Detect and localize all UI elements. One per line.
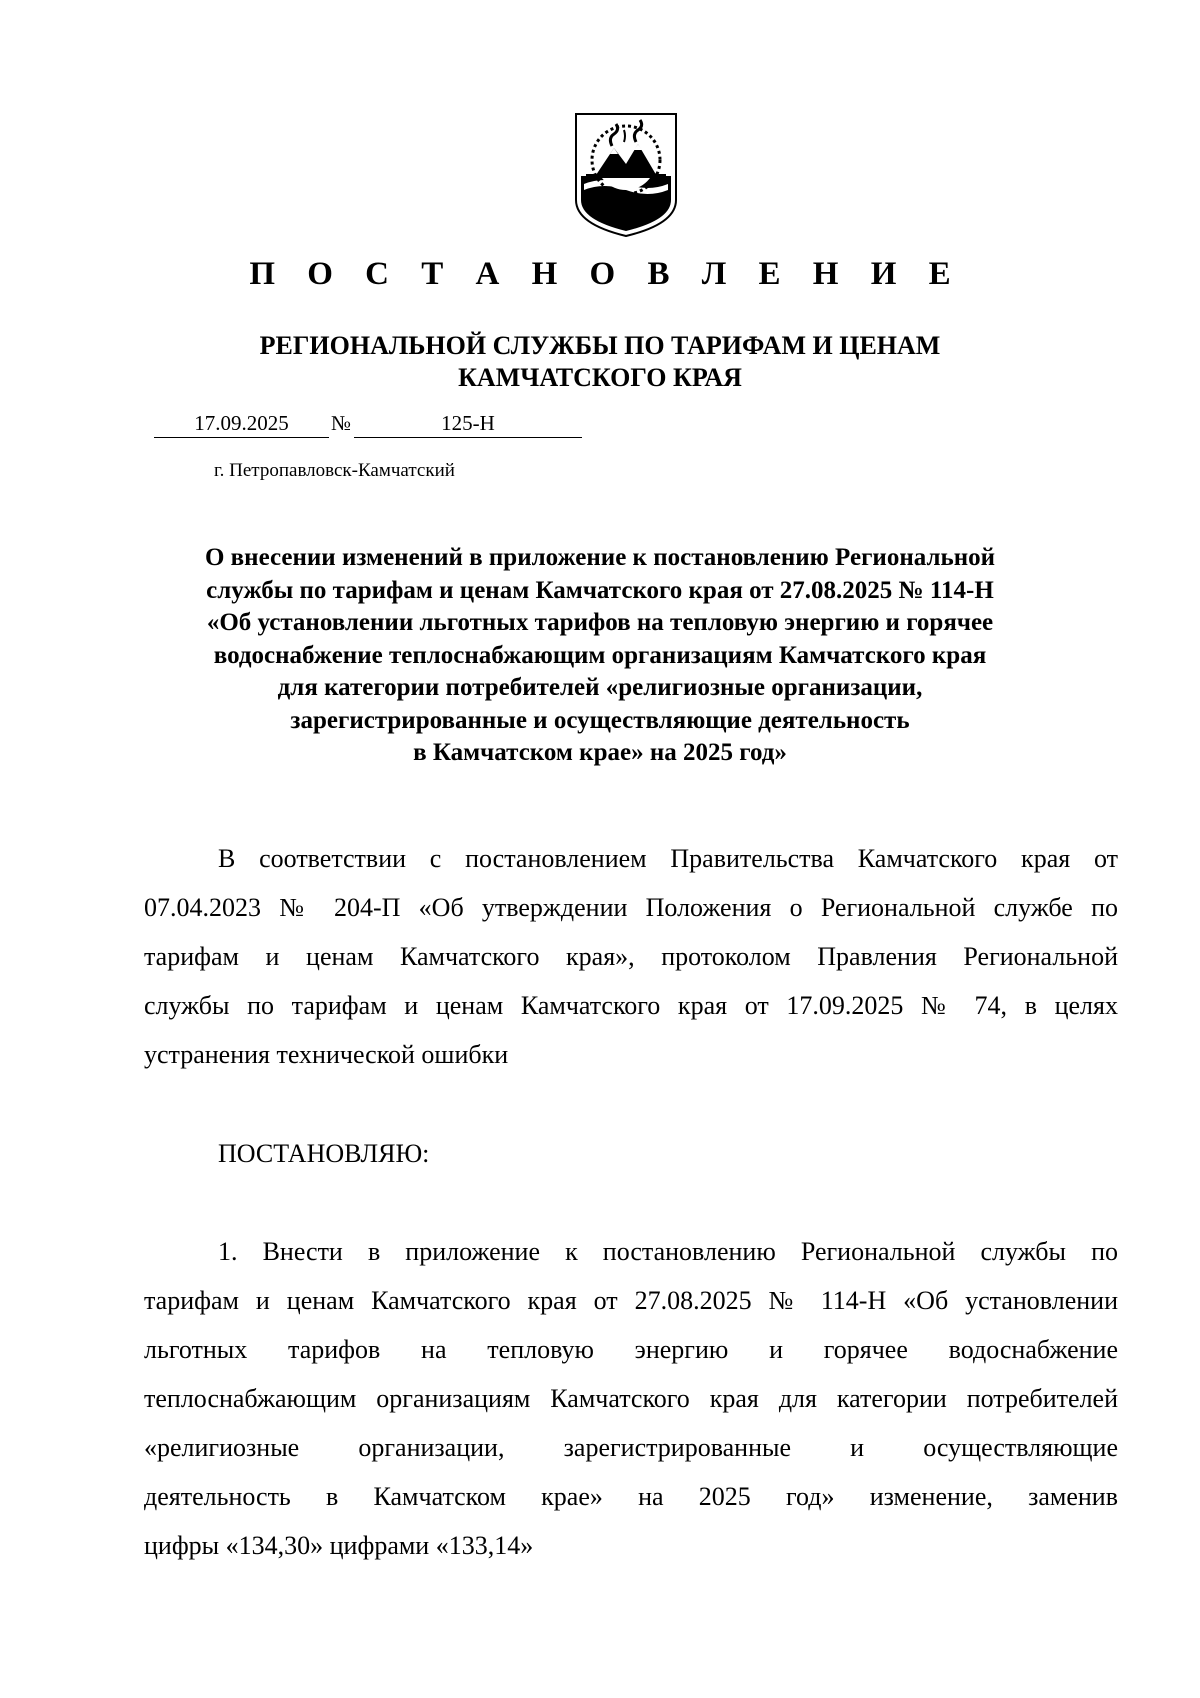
paragraph-line: тарифам и ценам Камчатского края от 27.08.2025 № 114-Н «Об установлении — [144, 1286, 1118, 1315]
number-sign: № — [331, 411, 352, 435]
kamchatka-coat-of-arms-icon — [574, 112, 678, 238]
authority-line: КАМЧАТСКОГО КРАЯ — [458, 363, 742, 392]
preamble-paragraph — [144, 834, 1118, 1079]
document-type-heading: П О С Т А Н О В Л Е Н И Е — [249, 256, 963, 292]
paragraph-line: службы по тарифам и ценам Камчатского края от 17.09.2025 № 74, в целях — [144, 991, 1118, 1020]
date-number-row — [154, 411, 584, 439]
city-of-issue: г. Петропавловск-Камчатский — [214, 460, 455, 481]
paragraph-line: В соответствии с постановлением Правительства Камчатского края от — [218, 844, 1118, 873]
paragraph-line: цифры «134,30» цифрами «133,14» — [144, 1531, 534, 1560]
paragraph-line: льготных тарифов на тепловую энергию и горячее водоснабжение — [144, 1335, 1118, 1364]
title-line: в Камчатском крае» на 2025 год» — [413, 739, 787, 766]
paragraph-line: устранения технической ошибки — [144, 1040, 509, 1069]
paragraph-line: 1. Внести в приложение к постановлению Региональной службы по — [218, 1237, 1118, 1266]
paragraph-line: «религиозные организации, зарегистрированные и осуществляющие — [144, 1433, 1118, 1462]
title-line: для категории потребителей «религиозные организации, — [277, 674, 923, 701]
issuing-authority — [0, 330, 1200, 394]
title-line: О внесении изменений в приложение к постановлению Региональной — [204, 544, 995, 571]
document-title — [150, 542, 1050, 770]
title-line: «Об установлении льготных тарифов на тепловую энергию и горячее — [206, 609, 994, 636]
document-date: 17.09.2025 — [154, 411, 329, 438]
paragraph-line: теплоснабжающим организациям Камчатского края для категории потребителей — [144, 1384, 1118, 1413]
paragraph-line: деятельность в Камчатском крае» на 2025 год» изменение, заменив — [144, 1482, 1118, 1511]
title-line: службы по тарифам и ценам Камчатского края от 27.08.2025 № 114-Н — [206, 576, 994, 604]
paragraph-line: тарифам и ценам Камчатского края», протоколом Правления Региональной — [144, 942, 1118, 971]
paragraph-line: 07.04.2023 № 204-П «Об утверждении Положения о Региональной службе по — [144, 893, 1118, 922]
item-1-paragraph — [144, 1227, 1118, 1570]
decree-word: ПОСТАНОВЛЯЮ: — [218, 1139, 430, 1168]
document-number: 125-Н — [354, 411, 582, 438]
title-line: водоснабжение теплоснабжающим организациям Камчатского края — [213, 641, 987, 669]
title-line: зарегистрированные и осуществляющие деятельность — [290, 706, 910, 734]
authority-line: РЕГИОНАЛЬНОЙ СЛУЖБЫ ПО ТАРИФАМ И ЦЕНАМ — [259, 331, 941, 360]
